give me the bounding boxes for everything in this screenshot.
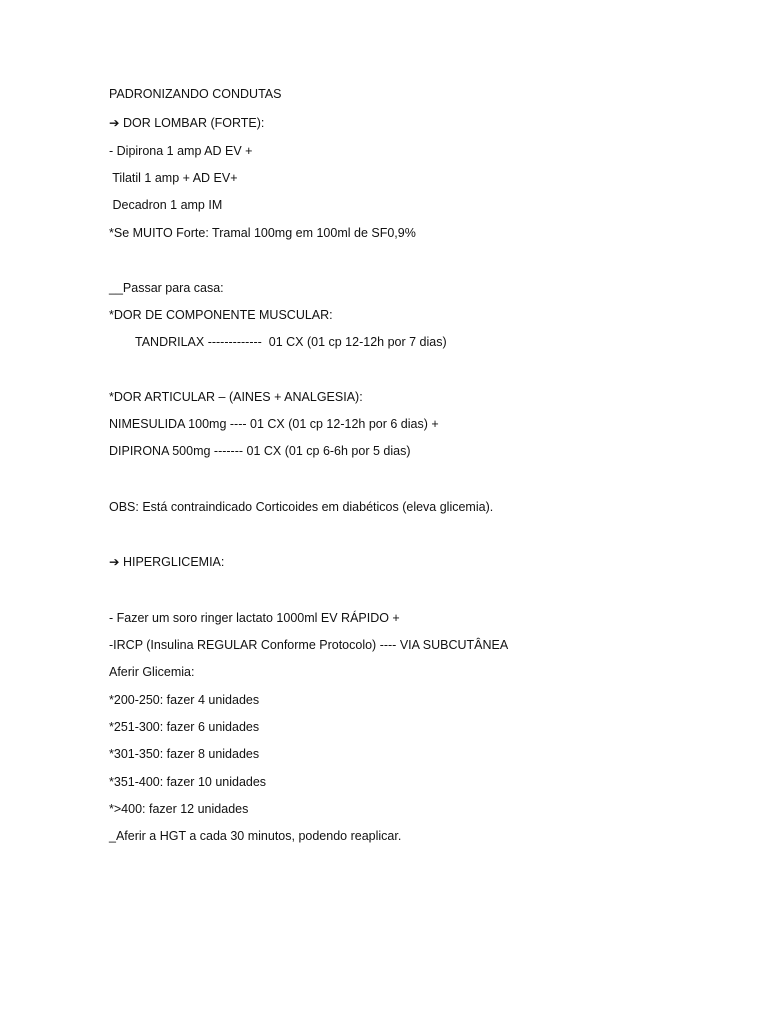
obs-note: OBS: Está contraindicado Corticoides em diabéticos (eleva glicemia). [109,500,494,514]
text-line: _Aferir a HGT a cada 30 minutos, podendo reaplicar. [109,829,402,843]
text-line: TANDRILAX ------------- 01 CX (01 cp 12-12h por 7 dias) [135,335,447,349]
dose-item: *251-300: fazer 6 unidades [109,720,260,734]
text-line: *Se MUITO Forte: Tramal 100mg em 100ml de SF0,9% [109,226,416,240]
dose-item: *200-250: fazer 4 unidades [109,693,260,707]
dose-item: *351-400: fazer 10 unidades [109,775,267,789]
section-heading-hiperglicemia: ➔ HIPERGLICEMIA: [109,555,225,569]
text-line: Aferir Glicemia: [109,665,195,679]
subheading-dor-articular: *DOR ARTICULAR – (AINES + ANALGESIA): [109,390,363,404]
document-title: PADRONIZANDO CONDUTAS [109,87,282,101]
text-line: - Dipirona 1 amp AD EV + [109,144,253,158]
text-line: -IRCP (Insulina REGULAR Conforme Protocolo) ---- VIA SUBCUTÂNEA [109,638,509,652]
text-line: Tilatil 1 amp + AD EV+ [109,171,238,185]
dose-item: *301-350: fazer 8 unidades [109,747,260,761]
subheading-dor-muscular: *DOR DE COMPONENTE MUSCULAR: [109,308,333,322]
text-line: DIPIRONA 500mg ------- 01 CX (01 cp 6-6h por 5 dias) [109,444,411,458]
text-line: Decadron 1 amp IM [109,198,223,212]
text-line: - Fazer um soro ringer lactato 1000ml EV RÁPIDO + [109,611,400,625]
section-heading-dor-lombar: ➔ DOR LOMBAR (FORTE): [109,116,265,130]
dose-item: *>400: fazer 12 unidades [109,802,249,816]
text-line: NIMESULIDA 100mg ---- 01 CX (01 cp 12-12h por 6 dias) + [109,417,439,431]
section-heading-passar-para-casa: __Passar para casa: [109,281,224,295]
